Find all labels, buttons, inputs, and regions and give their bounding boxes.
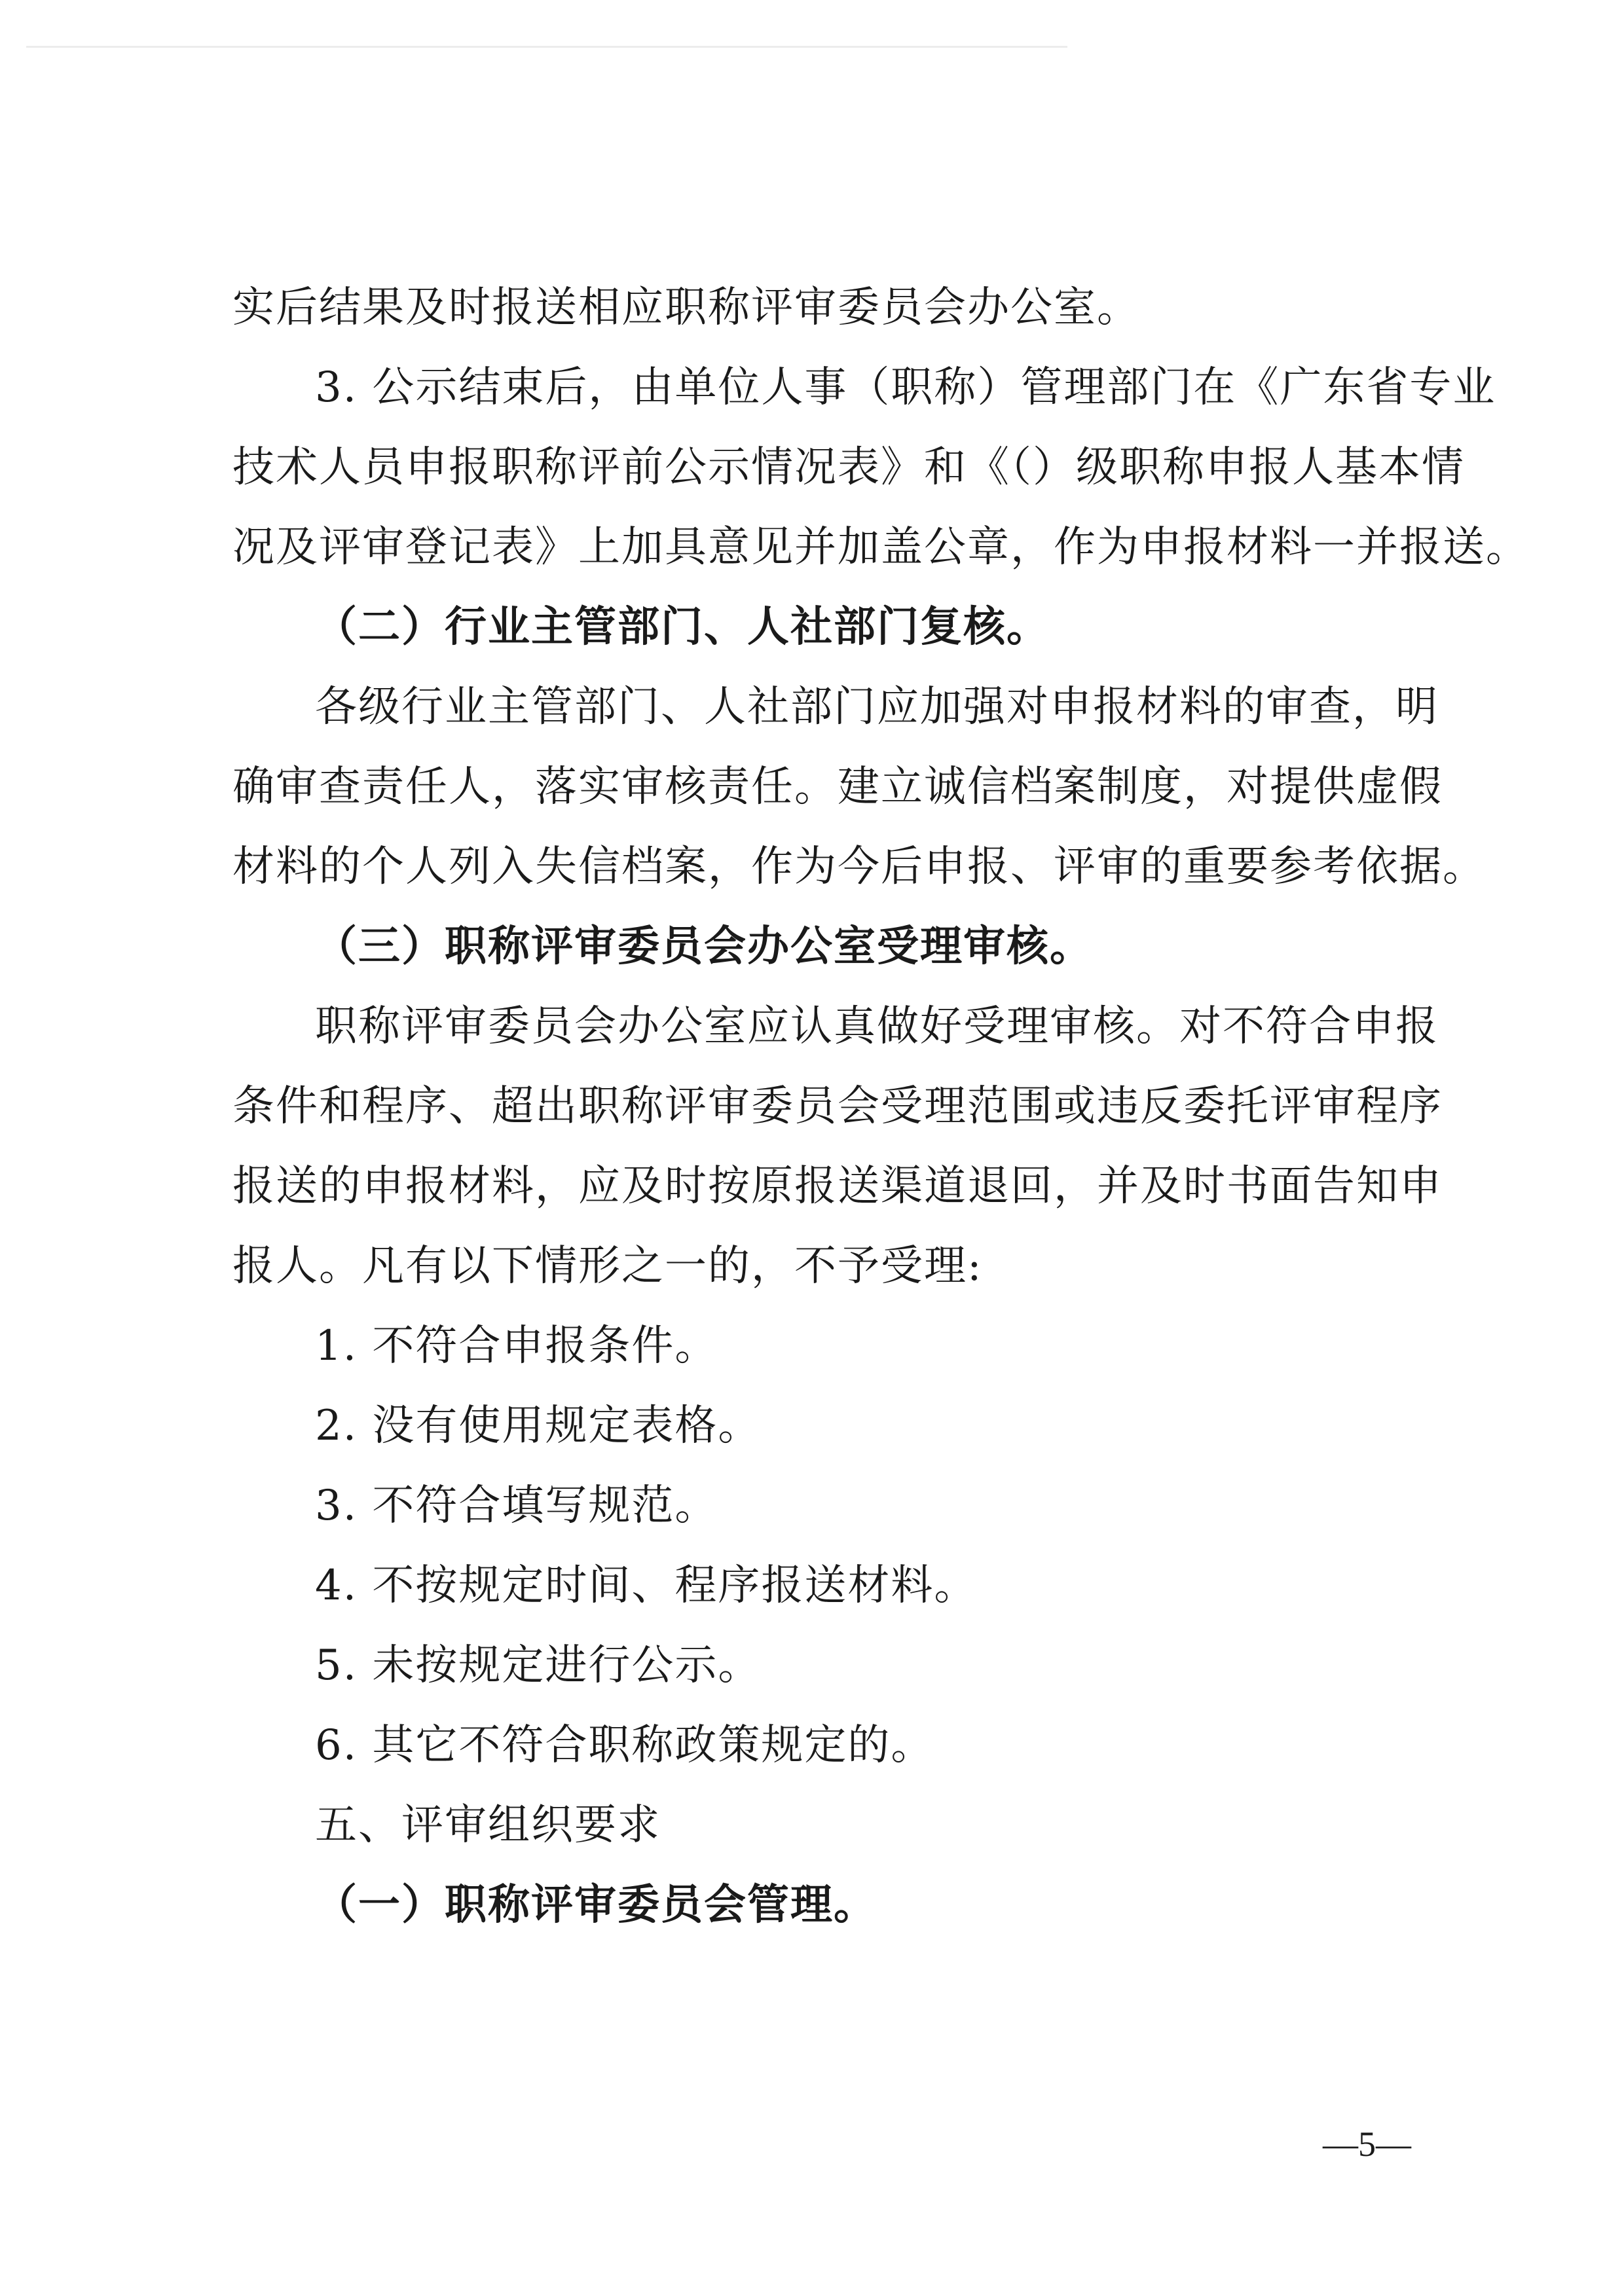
chapter-heading: 五、评审组织要求 bbox=[315, 1801, 661, 1850]
scan-edge-line bbox=[26, 46, 1067, 48]
paragraph-line: 职称评审委员会办公室应认真做好受理审核。对不符合申报 bbox=[315, 1002, 1439, 1051]
paragraph-line: 条件和程序、超出职称评审委员会受理范围或违反委托评审程序 bbox=[232, 1082, 1443, 1131]
paragraph-continuation: 实后结果及时报送相应职称评审委员会办公室。 bbox=[232, 283, 1140, 332]
paragraph-line: 确审查责任人，落实审核责任。建立诚信档案制度，对提供虚假 bbox=[232, 763, 1443, 811]
list-item: 3. 不符合填写规范。 bbox=[315, 1482, 718, 1530]
paragraph-line: 报人。凡有以下情形之一的，不予受理: bbox=[232, 1242, 983, 1290]
list-item: 2. 没有使用规定表格。 bbox=[315, 1402, 762, 1450]
list-item: 4. 不按规定时间、程序报送材料。 bbox=[315, 1561, 978, 1610]
paragraph-line: 况及评审登记表》上加具意见并加盖公章，作为申报材料一并报送。 bbox=[232, 523, 1529, 572]
paragraph-line: 材料的个人列入失信档案，作为今后申报、评审的重要参考依据。 bbox=[232, 843, 1486, 891]
section-heading: （二）行业主管部门、人社部门复核。 bbox=[315, 602, 1050, 651]
list-item: 6. 其它不符合职称政策规定的。 bbox=[315, 1721, 934, 1770]
paragraph-line: 各级行业主管部门、人社部门应加强对申报材料的审查，明 bbox=[315, 683, 1439, 731]
paragraph-line: 技术人员申报职称评前公示情况表》和《（）级职称申报人基本情 bbox=[232, 443, 1465, 492]
section-heading: （三）职称评审委员会办公室受理审核。 bbox=[315, 922, 1093, 971]
page-number: —5— bbox=[1323, 2124, 1411, 2164]
paragraph-line: 报送的申报材料，应及时按原报送渠道退回，并及时书面告知申 bbox=[232, 1162, 1443, 1211]
paragraph-line: 3. 公示结束后，由单位人事（职称）管理部门在《广东省专业 bbox=[315, 363, 1496, 412]
list-item: 5. 未按规定进行公示。 bbox=[315, 1641, 762, 1690]
list-item: 1. 不符合申报条件。 bbox=[315, 1322, 718, 1370]
section-heading: （一）职称评审委员会管理。 bbox=[315, 1880, 877, 1929]
